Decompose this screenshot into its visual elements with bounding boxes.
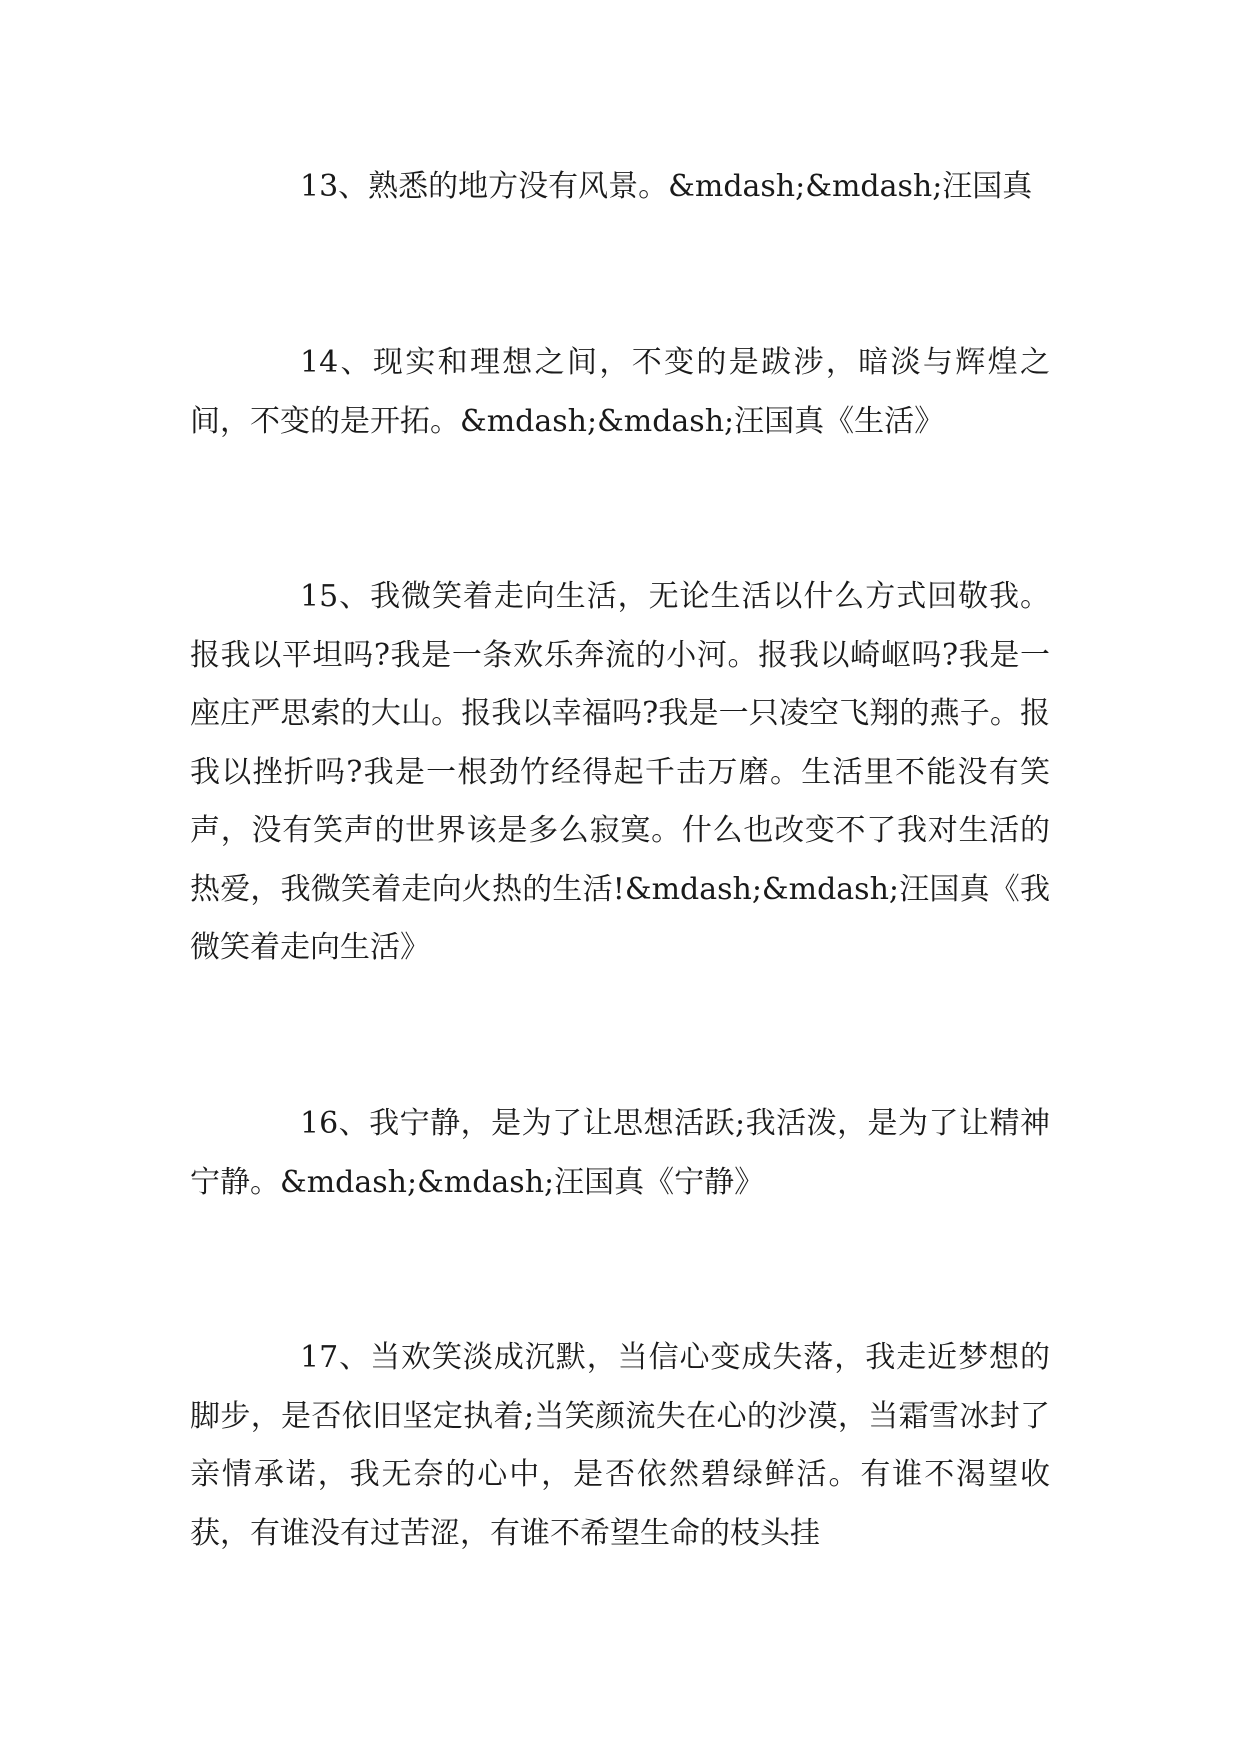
quote-paragraph-13: 13、熟悉的地方没有风景。&mdash;&mdash;汪国真 — [300, 169, 1033, 204]
quote-paragraph-15: 15、我微笑着走向生活，无论生活以什么方式回敬我。报我以平坦吗?我是一条欢乐奔流的小河。报我以崎岖吗?我是一座庄严思索的大山。报我以幸福吗?我是一只凌空飞翔的燕子。报我以挫折吗?我是一根劲竹经得起千击万磨。生活里不能没有笑声，没有笑声的世界该是多么寂寞。什么也改变不了我对生活的热爱，我微笑着走向火热的生活!&mdash;&mdash;汪国真《我微笑着走向生活》 — [190, 579, 1050, 965]
quote-paragraph-16: 16、我宁静，是为了让思想活跃;我活泼，是为了让精神宁静。&mdash;&mdash;汪国真《宁静》 — [190, 1106, 1050, 1200]
quote-paragraph-14: 14、现实和理想之间，不变的是跋涉，暗淡与辉煌之间，不变的是开拓。&mdash;&mdash;汪国真《生活》 — [190, 345, 1050, 439]
quote-paragraph-17: 17、当欢笑淡成沉默，当信心变成失落，我走近梦想的脚步，是否依旧坚定执着;当笑颜流失在心的沙漠，当霜雪冰封了亲情承诺，我无奈的心中，是否依然碧绿鲜活。有谁不渴望收获，有谁没有过苦涩，有谁不希望生命的枝头挂 — [190, 1340, 1050, 1551]
